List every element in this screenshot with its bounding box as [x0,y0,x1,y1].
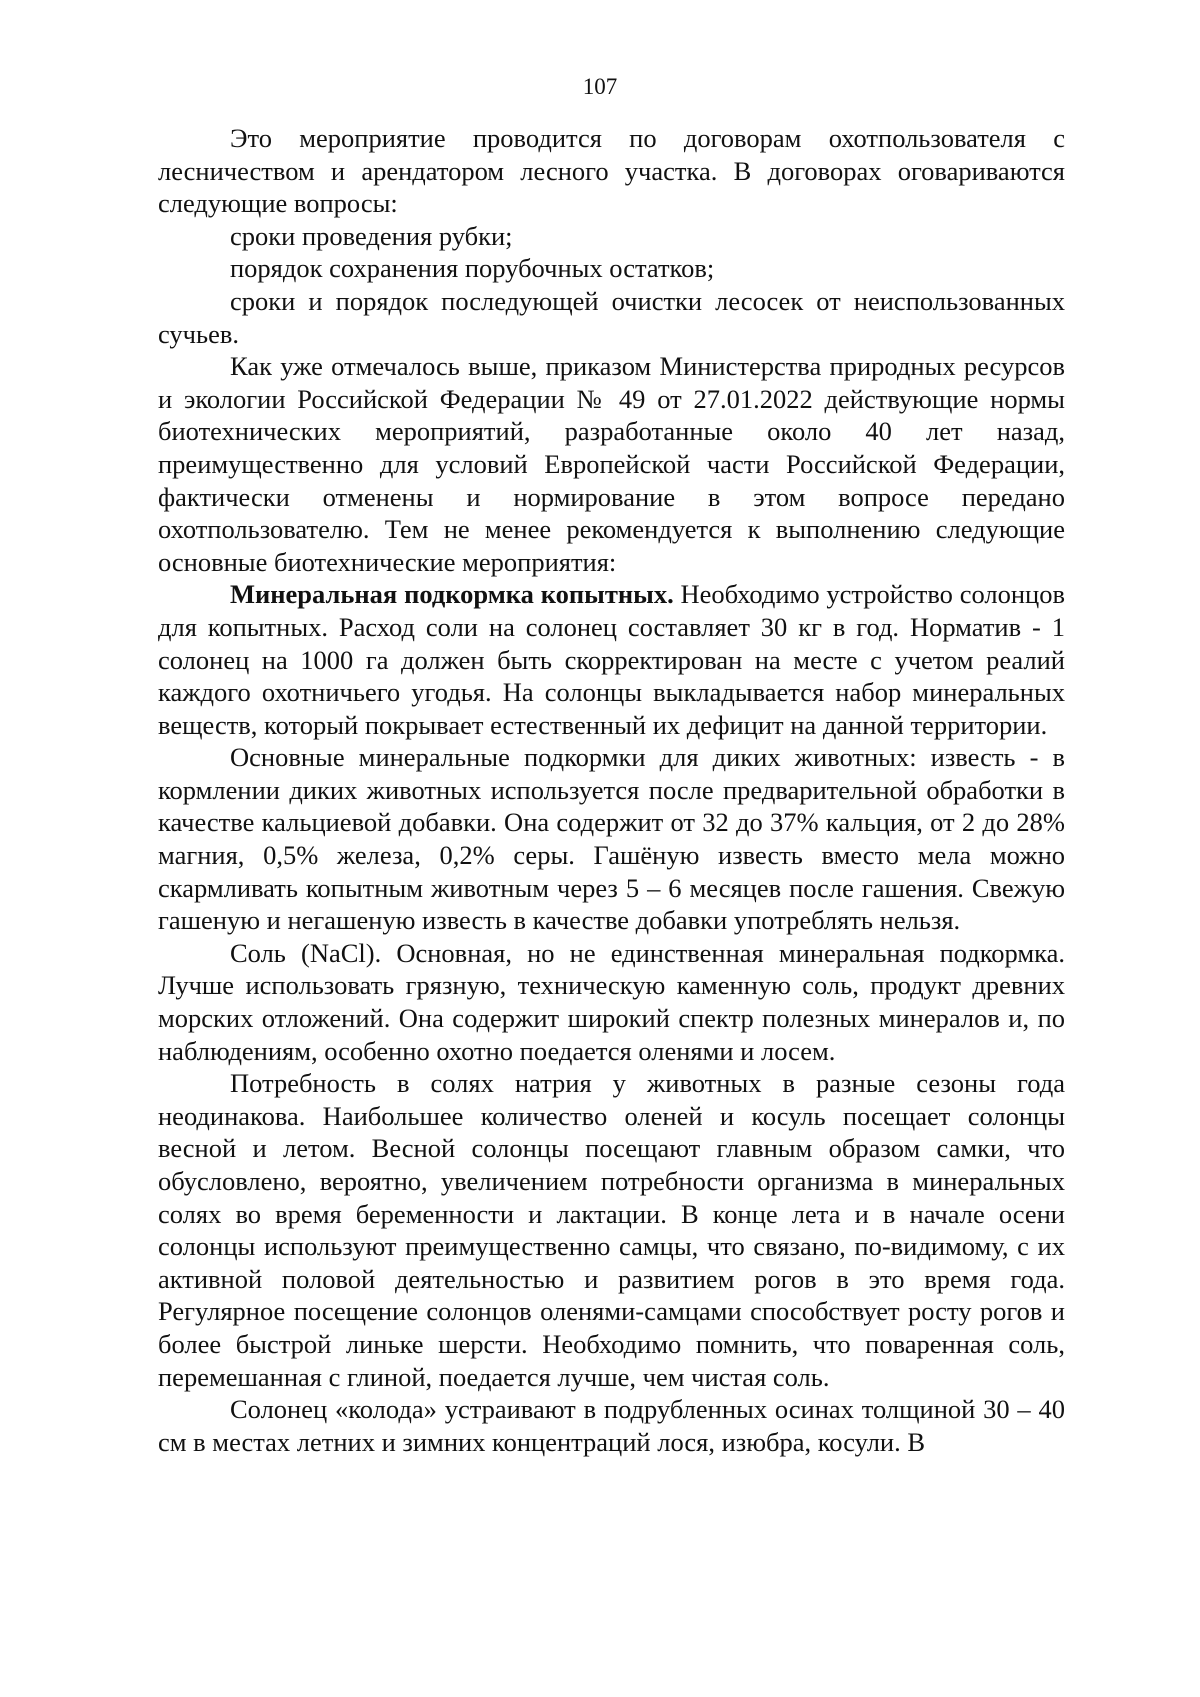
page-number: 107 [582,74,618,99]
list-item-residue-preservation: порядок сохранения порубочных остатков; [230,253,715,284]
paragraph-agreements: Это мероприятие проводится по договорам охотпользователя с лесничеством и арендатором лесного участка. В договорах оговариваются следующие вопросы: [158,123,1065,219]
paragraph-log-salt-lick: Солонец «колода» устраивают в подрубленных осинах толщиной 30 – 40 см в местах летних и зимних концентраций лося, изюбра, косули. В [158,1394,1065,1457]
list-item-felling-dates: сроки проведения рубки; [230,220,513,251]
list-item-cleanup-order: сроки и порядок последующей очистки лесосек от неиспользованных сучьев. [158,285,1065,349]
mineral-feeding-heading: Минеральная подкормка копытных. [230,579,674,610]
document-body [158,122,1065,1458]
paragraph-mineral-feeding [158,578,1065,741]
paragraph-sodium-needs: Потребность в солях натрия у животных в разные сезоны года неодинакова. Наибольшее количество оленей и косуль посещает солонцы весной и летом. Весной солонцы посещают главным образом самки, что обусловлено, вероятно, увеличением потребности организма в минеральных солях во время беременности и лактации. В конце лета и в начале осени солонцы используют преимущественно самцы, что связано, по-видимому, с их активной половой деятельностью и развитием рогов в это время года. Регулярное посещение солонцов оленями-самцами способствует росту рогов и более быстрой линьке шерсти. Необходимо помнить, что поваренная соль, перемешанная с глиной, поедается лучше, чем чистая соль. [158,1068,1065,1392]
paragraph-lime: Основные минеральные подкормки для диких животных: известь - в кормлении диких животных используется после предварительной обработки в качестве кальциевой добавки. Она содержит от 32 до 37% кальция, от 2 до 28% магния, 0,5% железа, 0,2% серы. Гашёную известь вместо мела можно скармливать копытным животным через 5 – 6 месяцев после гашения. Свежую гашеную и негашеную известь в качестве добавки употреблять нельзя. [158,742,1065,936]
mineral-feeding-text: Необходимо устройство солонцов для копытных. Расход соли на солонец составляет 30 кг в год. Норматив - 1 солонец на 1000 га должен быть скорректирован на месте с учетом реалий каждого охотничьего угодья. На солонцы выкладывается набор минеральных веществ, который покрывает естественный их дефицит на данной территории. [158,579,1065,740]
paragraph-salt: Соль (NaCl). Основная, но не единственная минеральная подкормка. Лучше использовать грязную, техническую каменную соль, продукт древних морских отложений. Она содержит широкий спектр полезных минералов и, по наблюдениям, особенно охотно поедается оленями и лосем. [158,937,1065,1066]
paragraph-ministry-order: Как уже отмечалось выше, приказом Министерства природных ресурсов и экологии Российской Федерации № 49 от 27.01.2022 действующие нормы биотехнических мероприятий, разработанные около 40 лет назад, преимущественно для условий Европейской части Российской Федерации, фактически отменены и нормирование в этом вопросе передано охотпользователю. Тем не менее рекомендуется к выполнению следующие основные биотехнические мероприятия: [158,351,1065,577]
